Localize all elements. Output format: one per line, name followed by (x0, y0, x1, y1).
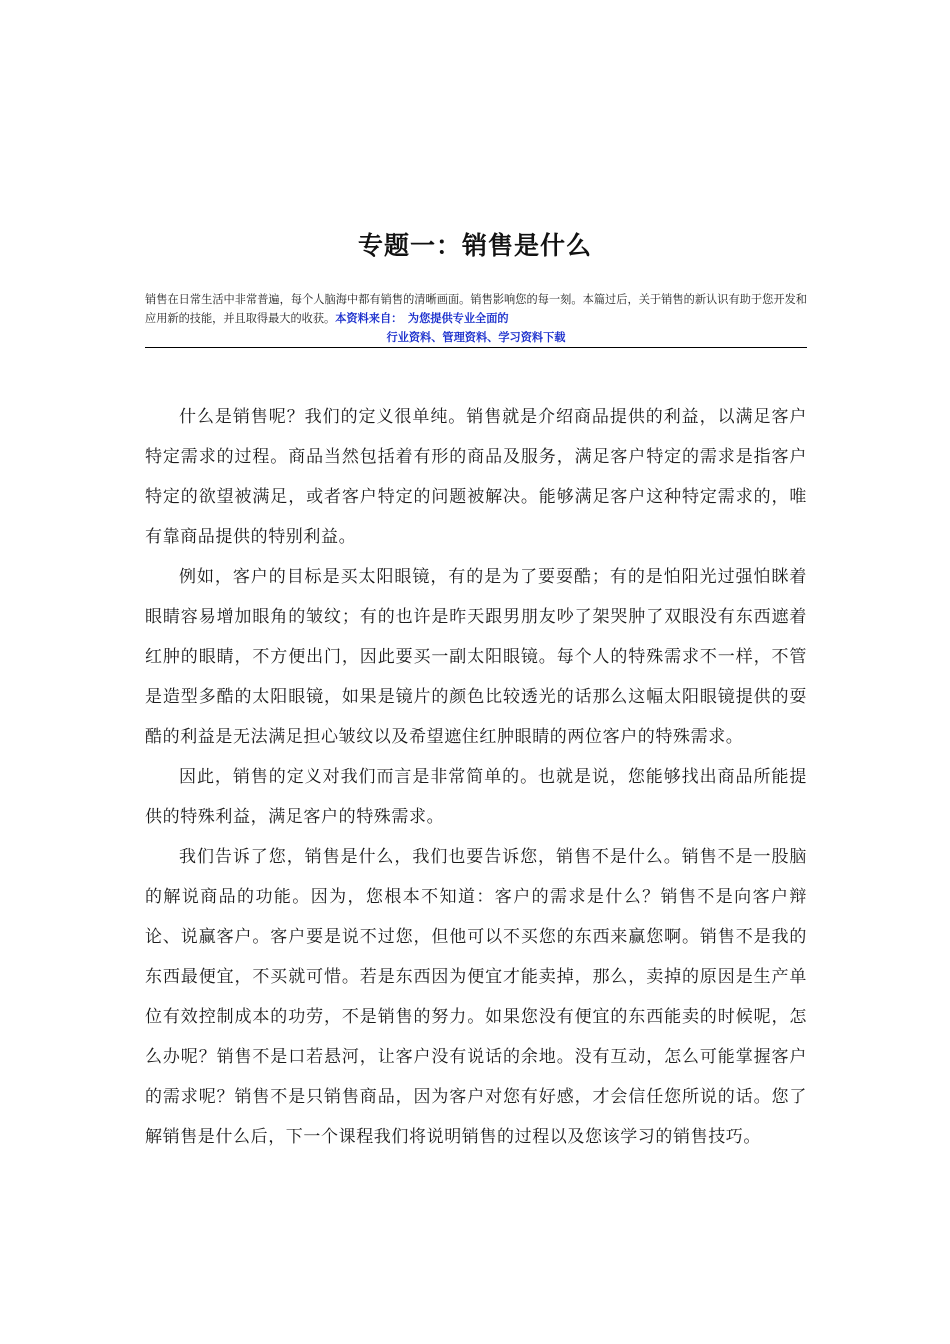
paragraph-summary: 因此，销售的定义对我们而言是非常简单的。也就是说，您能够找出商品所能提供的特殊利益，满足客户的特殊需求。 (145, 767, 807, 827)
intro-text: 销售在日常生活中非常普遍，每个人脑海中都有销售的清晰画面。销售影响您的每一刻。本篇过后，关于销售的新认识有助于您开发和应用新的技能，并且取得最大的收获。 (145, 293, 807, 325)
header-divider (145, 347, 807, 348)
paragraph-example: 例如，客户的目标是买太阳眼镜，有的是为了要耍酷；有的是怕阳光过强怕眯着眼睛容易增加眼角的皱纹；有的也许是昨天跟男朋友吵了架哭肿了双眼没有东西遮着红肿的眼睛，不方便出门，因此要买一副太阳眼镜。每个人的特殊需求不一样，不管是造型多酷的太阳眼镜，如果是镜片的颜色比较透光的话那么这幅太阳眼镜提供的耍酷的利益是无法满足担心皱纹以及希望遮住红肿眼睛的两位客户的特殊需求。 (145, 567, 807, 747)
paragraph-what-sales-is-not: 我们告诉了您，销售是什么，我们也要告诉您，销售不是什么。销售不是一股脑的解说商品的功能。因为，您根本不知道：客户的需求是什么？销售不是向客户辩论、说赢客户。客户要是说不过您，但他可以不买您的东西来赢您啊。销售不是我的东西最便宜，不买就可惜。若是东西因为便宜才能卖掉，那么，卖掉的原因是生产单位有效控制成本的功劳，不是销售的努力。如果您没有便宜的东西能卖的时候呢，怎么办呢？销售不是口若悬河，让客户没有说话的余地。没有互动，怎么可能掌握客户的需求呢？销售不是只销售商品，因为客户对您有好感，才会信任您所说的话。您了解销售是什么后，下一个课程我们将说明销售的过程以及您该学习的销售技巧。 (145, 847, 807, 1147)
body-content (145, 397, 807, 1157)
source-link-part2[interactable]: 行业资料、管理资料、学习资料下载 (386, 330, 566, 344)
paragraph-definition: 什么是销售呢？我们的定义很单纯。销售就是介绍商品提供的利益，以满足客户特定需求的过程。商品当然包括着有形的商品及服务，满足客户特定的需求是指客户特定的欲望被满足，或者客户特定的问题被解决。能够满足客户这种特定需求的，唯有靠商品提供的特别利益。 (145, 407, 807, 547)
page-title: 专题一：销售是什么 (357, 231, 592, 260)
intro-abstract (145, 290, 807, 347)
source-link-part1[interactable]: 本资料来自： 为您提供专业全面的 (335, 311, 509, 325)
